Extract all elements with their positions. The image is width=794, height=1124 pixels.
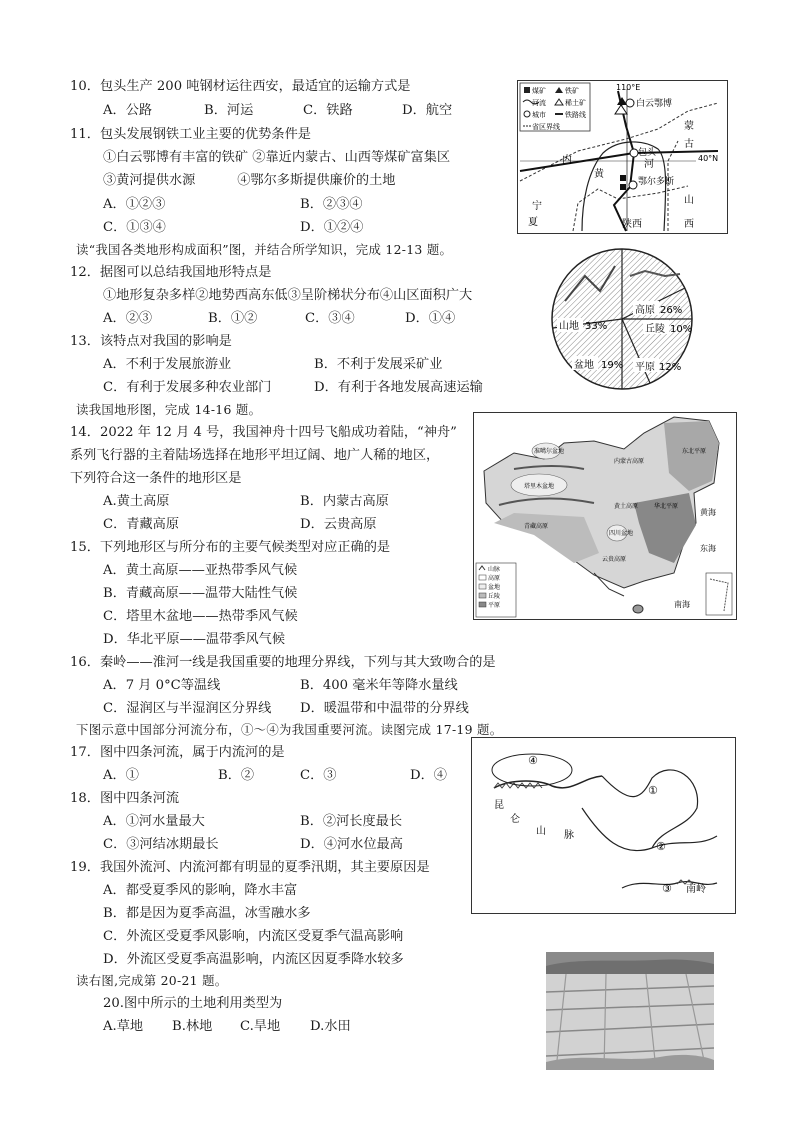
q12-line1: ①地形复杂多样②地势西高东低③呈阶梯状分布④山区面积广大 [103,288,473,303]
label-kun: 昆 [494,800,504,811]
label-northeast-plain: 东北平原 [682,448,707,455]
q14-option-a: A.黄土高原 [103,494,170,509]
field-photo [546,952,714,1070]
legend-iron: 铁矿 [565,87,579,95]
q14-stem-1: 14．2022 年 12 月 4 号，我国神舟十四号飞船成功着陆，“神舟” [70,425,457,440]
label-river-4: ④ [528,754,538,767]
q16-stem: 16．秦岭——淮河一线是我国重要的地理分界线，下列与其大致吻合的是 [70,655,496,670]
baiyunebo-city-icon [626,99,634,107]
label-yungui: 云贵高原 [602,556,627,563]
value-plain: 12% [659,362,682,373]
label-lun: 仑 [510,814,520,825]
q17-option-b: B．② [218,768,255,783]
q10-option-a: A．公路 [103,103,153,118]
q10-option-c: C．铁路 [303,103,353,118]
q19-option-c: C．外流区受夏季风影响，内流区受夏季气温高影响 [103,929,404,944]
label-river-2: ② [656,840,666,853]
q15-option-d: D．华北平原——温带季风气候 [103,632,286,647]
label-nei: 内 [562,155,572,166]
legend-border: 省区界线 [532,123,560,131]
value-mountain: 33% [585,321,608,332]
q12-option-a: A．②③ [103,311,153,326]
tibet-region [494,513,599,563]
label-mountain: 山地 [559,321,579,332]
ordos-city-icon [629,181,637,189]
label-south-sea: 南海 [674,600,690,609]
q11-option-c: C．①③④ [103,220,166,235]
q13-stem: 13．该特点对我国的影响是 [70,334,232,349]
instruction-12-13: 读“我国各类地形构成面积”图，并结合所学知识，完成 12-13 题。 [76,242,453,257]
q11-stem: 11．包头发展钢铁工业主要的优势条件是 [70,127,311,142]
hainan-island [633,605,643,613]
q11-option-d: D．①②④ [300,220,364,235]
baotou-city-icon [630,149,638,157]
legend-hills: 丘陵 [488,593,501,600]
coal-legend-icon [524,87,530,93]
q14-option-b: B．内蒙古高原 [300,494,389,509]
river-map [471,737,736,914]
instruction-17-19: 下图示意中国部分河流分布，①～④为我国重要河流。读图完成 17-19 题。 [76,722,503,737]
q19-option-b: B．都是因为夏季高温，冰雪融水多 [103,906,311,921]
legend-basin: 盆地 [488,584,501,591]
south-sea-inset [706,573,732,615]
river-2 [582,808,717,851]
legend-river: 河流 [532,99,546,107]
label-basin: 盆地 [574,360,594,371]
label-shaanxi: 陕西 [622,219,642,230]
q14-option-d: D．云贵高原 [300,517,377,532]
q12-option-c: C．③④ [305,311,355,326]
label-gu: 古 [684,139,694,150]
label-qinghai-tibet: 青藏高原 [524,523,549,530]
q11-option-b: B．②③④ [300,197,363,212]
label-north-china-plain: 华北平原 [654,503,679,510]
q11-line1: ①白云鄂博有丰富的铁矿 ②靠近内蒙古、山西等煤矿富集区 [103,150,451,165]
label-huang: 黄 [594,169,604,180]
label-junggar: 准噶尔盆地 [534,448,565,455]
label-plain: 平原 [635,362,655,373]
q20-option-a: A.草地 [103,1019,144,1034]
label-hills: 丘陵 [645,324,665,335]
q11-option-a: A．①②③ [103,197,166,212]
q12-option-d: D．①④ [405,311,456,326]
label-baiyunebo: 白云鄂博 [636,99,673,109]
label-loess: 黄土高原 [614,503,639,510]
instruction-20-21: 读右图,完成第 20-21 题。 [76,973,228,988]
meridian-label: 110°E [616,83,641,92]
label-he: 河 [644,159,654,170]
legend-city: 城市 [532,111,546,119]
q19-option-a: A．都受夏季风的影响，降水丰富 [103,883,298,898]
q19-option-d: D．外流区受夏季高温影响，内流区因夏季降水较多 [103,952,404,967]
label-plateau: 高原 [635,305,655,316]
q20-option-c: C.旱地 [240,1019,281,1034]
label-inner-mongolia: 内蒙古高原 [614,458,645,465]
q10-option-b: B．河运 [204,103,254,118]
q14-stem-3: 下列符合这一条件的地形区是 [70,471,242,486]
q17-option-c: C．③ [300,768,337,783]
q15-option-b: B．青藏高原——温带大陆性气候 [103,586,298,601]
value-hills: 10% [670,324,693,335]
q13-option-c: C．有利于发展多种农业部门 [103,380,272,395]
legend-plateau: 高原 [488,575,501,582]
q18-option-b: B．②河长度最长 [300,814,403,829]
q14-stem-2: 系列飞行器的主着陆场选择在地形平坦辽阔、地广人稀的地区， [70,448,440,463]
label-tarim: 塔里木盆地 [524,483,555,490]
q17-stem: 17．图中四条河流，属于内流河的是 [70,745,285,760]
q16-option-b: B．400 毫米年等降水量线 [300,678,458,693]
q14-option-c: C．青藏高原 [103,517,180,532]
q20-option-b: B.林地 [172,1019,213,1034]
q10-option-d: D．航空 [402,103,453,118]
legend-coal: 煤矿 [532,87,546,95]
label-river-3: ③ [662,882,672,895]
label-shan: 山 [684,195,694,206]
kunlun-mountain-line [494,776,602,788]
label-sichuan-basin: 四川盆地 [609,530,634,537]
legend-rare-earth: 稀土矿 [565,99,586,107]
rare-earth-mine-icon [615,105,627,114]
label-ning: 宁 [532,201,542,212]
label-mai: 脉 [564,830,574,841]
q12-option-b: B．①② [208,311,258,326]
coal-mine-icon-1 [620,175,626,181]
baotou-map [517,80,728,234]
label-nanling: 南岭 [686,884,706,895]
q13-option-d: D．有利于各地发展高速运输 [314,380,483,395]
q16-option-d: D．暖温带和中温带的分界线 [300,701,469,716]
q16-option-c: C．湿润区与半湿润区分界线 [103,701,272,716]
q17-option-a: A．① [103,768,139,783]
label-river-1: ① [648,784,658,797]
legend-mountain: 山脉 [488,566,501,573]
label-xi: 西 [684,219,694,230]
label-meng: 蒙 [684,121,694,132]
q16-option-a: A．7 月 0°C等温线 [103,678,221,693]
city-legend-icon [524,111,530,117]
label-shan: 山 [536,826,546,837]
q11-line2: ③黄河提供水源 ④鄂尔多斯提供廉价的土地 [103,173,396,188]
q17-option-d: D．④ [410,768,447,783]
label-east-sea: 东海 [700,544,716,553]
legend-plain: 平原 [488,602,501,609]
q19-stem: 19．我国外流河、内流河都有明显的夏季汛期，其主要原因是 [70,860,430,875]
iron-mine-icon [617,97,627,105]
china-terrain-map [473,412,737,620]
label-xia: 夏 [528,217,538,228]
q12-stem: 12．据图可以总结我国地形特点是 [70,265,272,280]
q15-stem: 15．下列地形区与所分布的主要气候类型对应正确的是 [70,540,391,555]
coal-mine-icon-2 [620,184,626,190]
q18-stem: 18．图中四条河流 [70,791,180,806]
legend-railway: 铁路线 [565,111,586,119]
parallel-label: 40°N [698,154,719,163]
q18-option-c: C．③河结冰期最长 [103,837,219,852]
q15-option-c: C．塔里木盆地——热带季风气候 [103,609,298,624]
label-ordos: 鄂尔多斯 [638,177,675,187]
q10-stem: 10．包头生产 200 吨钢材运往西安，最适宜的运输方式是 [70,79,411,94]
label-yellow-sea: 黄海 [700,508,716,517]
q13-option-b: B．不利于发展采矿业 [314,357,443,372]
q18-option-a: A．①河水量最大 [103,814,205,829]
terrain-composition-figure [545,246,699,392]
q18-option-d: D．④河水位最高 [300,837,403,852]
q13-option-a: A．不利于发展旅游业 [103,357,232,372]
q20-option-d: D.水田 [310,1019,351,1034]
q15-option-a: A．黄土高原——亚热带季风气候 [103,563,298,578]
q20-stem: 20.图中所示的土地利用类型为 [103,996,283,1011]
instruction-14-16: 读我国地形图，完成 14-16 题。 [76,402,262,417]
value-plateau: 26% [660,305,683,316]
river-1 [602,770,698,848]
value-basin: 19% [601,360,624,371]
label-baotou: 包头 [638,148,657,158]
